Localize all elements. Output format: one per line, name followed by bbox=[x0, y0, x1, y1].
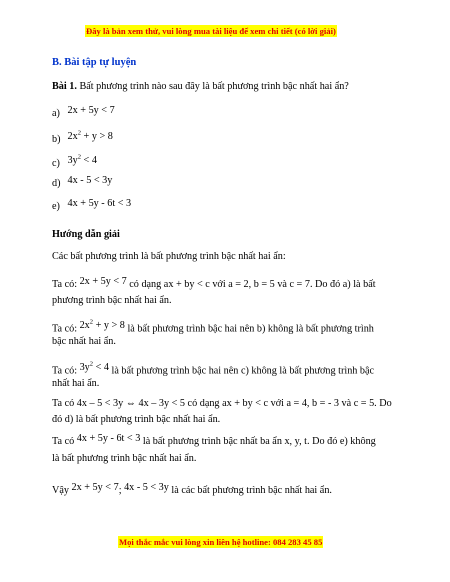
option-b bbox=[52, 130, 113, 146]
solution-paragraph-b: Ta có: $2x^2 + y > 8$ là bất phương trình bậc hai nên b) không là bất phương trình bbox=[52, 319, 374, 335]
solution-paragraph-b-cont: bậc nhất hai ẩn. bbox=[52, 336, 116, 347]
solution-paragraph-a: Ta có: 2x + 5y < 7 có dạng ax + by < c với a = 2, b = 5 và c = 7. Do đó a) là bất bbox=[52, 276, 376, 290]
inline-expression: 2x + 5y < 7 bbox=[79, 276, 127, 287]
option-expression: $3y^2 < 4$ bbox=[67, 154, 97, 167]
option-label: b) bbox=[52, 134, 61, 146]
exercise-question bbox=[52, 80, 349, 93]
inline-expression: 2x + 5y < 7 bbox=[71, 482, 119, 493]
option-label: a) bbox=[52, 108, 60, 119]
inline-expression: 4x + 5y - 6t < 3 bbox=[76, 433, 141, 444]
option-e bbox=[52, 200, 131, 213]
solution-paragraph-d: Ta có 4x – 5 < 3y ⇔ 4x – 3y < 5 có dạng ax + by < c với a = 4, b = - 3 và c = 5. Do bbox=[52, 398, 392, 409]
preview-banner: Đây là bản xem thử, vui lòng mua tài liệu để xem chi tiết (có lời giải) bbox=[86, 26, 336, 36]
option-expression: 4x - 5 < 3y bbox=[67, 175, 113, 186]
inline-expression: 4x - 5 < 3y bbox=[124, 482, 169, 493]
option-a bbox=[52, 107, 115, 120]
solution-paragraph-c: Ta có: $3y^2 < 4$ là bất phương trình bậc hai nên c) không là bất phương trình bậc bbox=[52, 361, 375, 377]
option-expression: $2x^2 + y > 8$ bbox=[67, 130, 113, 143]
inline-expression: $3y^2 < 4$ bbox=[79, 361, 109, 374]
solution-intro: Các bất phương trình là bất phương trình bậc nhất hai ẩn: bbox=[52, 251, 286, 262]
exercise-question-text: Bất phương trình nào sau đây là bất phương trình bậc nhất hai ẩn? bbox=[79, 81, 349, 92]
option-c bbox=[52, 154, 97, 170]
hotline-banner: Mọi thắc mắc vui lòng xin liên hệ hotline: 084 283 45 85 bbox=[119, 537, 323, 547]
option-d bbox=[52, 177, 112, 190]
option-label: e) bbox=[52, 201, 60, 212]
solution-paragraph-a-cont: phương trình bậc nhất hai ẩn. bbox=[52, 295, 172, 306]
solution-conclusion: Vậy 2x + 5y < 7; 4x - 5 < 3y là các bất phương trình bậc nhất hai ẩn. bbox=[52, 482, 332, 496]
section-title: B. Bài tập tự luyện bbox=[52, 57, 137, 68]
solution-paragraph-e-cont: là bất phương trình bậc nhất hai ẩn. bbox=[52, 453, 197, 464]
option-expression: 4x + 5y - 6t < 3 bbox=[67, 198, 132, 209]
inline-expression: $2x^2 + y > 8$ bbox=[79, 319, 125, 332]
option-expression: 2x + 5y < 7 bbox=[67, 105, 115, 116]
solution-title: Hướng dẫn giải bbox=[52, 229, 120, 240]
option-label: d) bbox=[52, 178, 61, 189]
option-label: c) bbox=[52, 158, 60, 170]
solution-paragraph-d-cont: đó d) là bất phương trình bậc nhất hai ẩn. bbox=[52, 414, 221, 425]
solution-paragraph-e: Ta có 4x + 5y - 6t < 3 là bất phương trình bậc nhất ba ẩn x, y, t. Do đó e) không bbox=[52, 433, 376, 447]
exercise-label: Bài 1. bbox=[52, 81, 77, 92]
solution-paragraph-c-cont: nhất hai ẩn. bbox=[52, 378, 100, 389]
